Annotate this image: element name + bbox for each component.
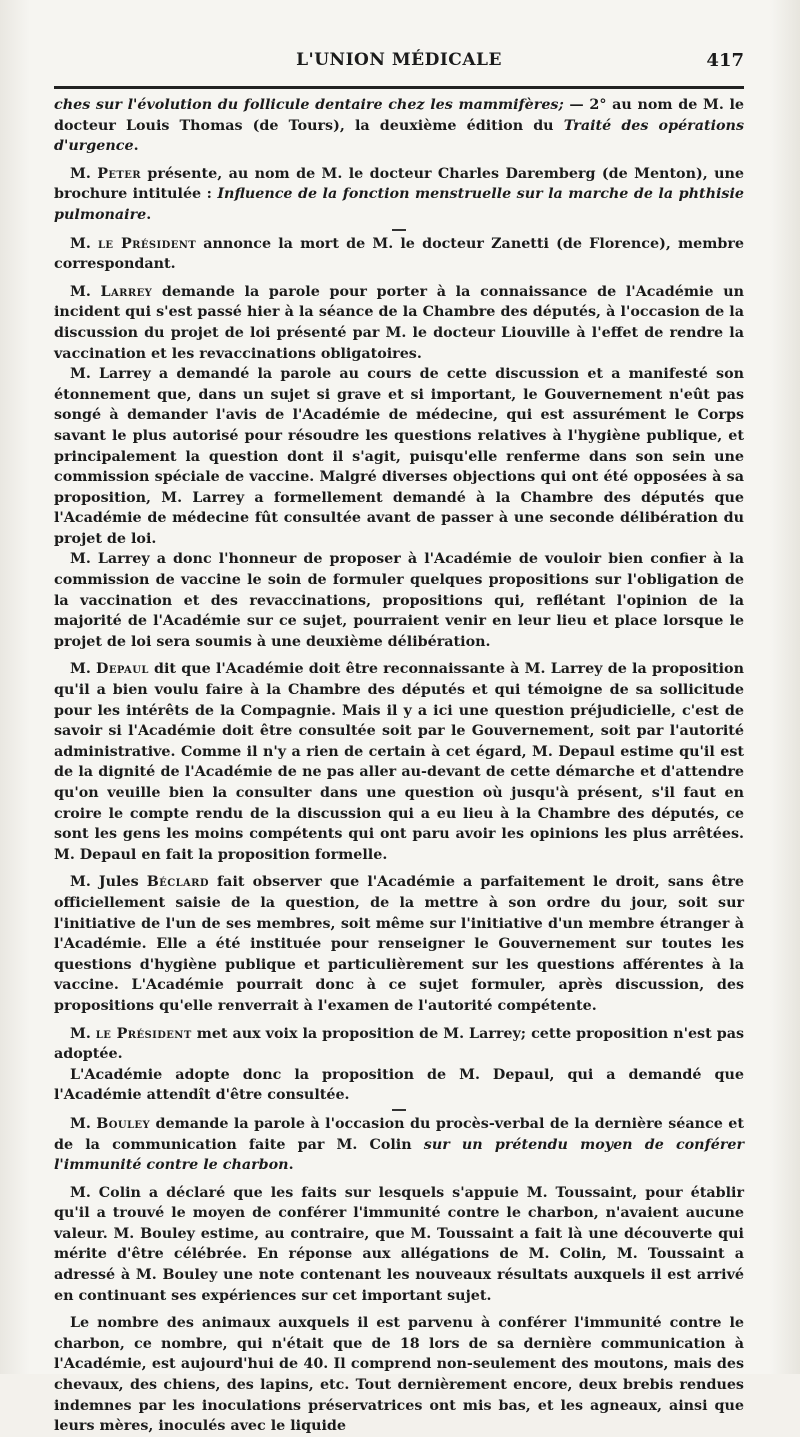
speaker-name: Béclard <box>146 874 209 891</box>
paragraph <box>54 1114 744 1176</box>
text-run: présente, au nom de M. le docteur Charles Daremberg (de Menton), une brochure intitulée : <box>54 165 744 203</box>
text-run: . <box>133 138 139 155</box>
text-run: dit que l'Académie doit être reconnaissante à M. Larrey de la proposition qu'il a bien voulu faire à la Chambre des députés et qui témoigne de sa sollicitude pour les intérêts de la Compagnie. Mais il y a ici une question préjudicielle, c'est de savoir si l'Académie doit être consultée soit par le Gouvernement, soit par l'autorité administrative. Comme il n'y a rien de certain à cet égard, M. Depaul estime qu'il est de la dignité de l'Académie de ne pas aller au-devant de cette démarche et d'attendre qu'on veuille bien la consulter dans une question où jusqu'à présent, s'il faut en croire le compte rendu de la discussion qui a eu lieu à la Chambre des députés, ce sont les gens les moins compétents qui ont paru avoir les opinions les plus arrêtées. M. Depaul en fait la proposition formelle. <box>54 661 744 863</box>
italic-title: Influence de la fonction menstruelle sur la marche de la phthisie pulmonaire <box>54 186 744 223</box>
paragraph <box>54 234 744 275</box>
text-run: . <box>146 206 152 223</box>
italic-title: ches sur l'évolution du follicule dentaire chez les mammifères; <box>54 97 564 113</box>
text-run: M. <box>70 283 101 300</box>
section-separator <box>392 1109 406 1111</box>
page-number: 417 <box>706 50 744 71</box>
speaker-name: Larrey <box>100 283 153 300</box>
text-run: M. Larrey a demandé la parole au cours de cette discussion et a manifesté son étonnement que, dans un sujet si grave et si important, le Gouvernement n'eût pas songé à demander l'avis de l'Académie de médecine, qui est assurément le Corps savant le plus autorisé pour résoudre les questions relatives à l'hygiène publique, et principalement la question dont il s'agit, puisqu'elle renferme dans son sein une commission spéciale de vaccine. Malgré diverses objections qui ont été opposées à sa proposition, M. Larrey a formellement demandé à la Chambre des députés que l'Académie de médecine fût consultée avant de passer à une seconde délibération du projet de loi. <box>54 366 744 547</box>
text-run: annonce la mort de M. le docteur Zanetti (de Florence), membre correspondant. <box>54 235 745 273</box>
speaker-name: Bouley <box>96 1115 150 1132</box>
text-run: met aux voix la proposition de M. Larrey; cette proposition n'est pas adoptée. <box>54 1025 745 1063</box>
text-run: M. <box>70 1025 96 1042</box>
speaker-name: Depaul <box>96 661 149 678</box>
speaker-name: Peter <box>97 165 141 182</box>
paragraph <box>54 549 744 652</box>
paragraph <box>54 1024 744 1065</box>
text-run: Le nombre des animaux auxquels il est parvenu à conférer l'immunité contre le charbon, ce nombre, qui n'était que de 18 lors de sa dernière communication à l'Académie, est aujourd'hui de 40. Il comprend non-seulement des moutons, mais des chevaux, des chiens, des lapins, etc. Tout dernièrement encore, deux brebis rendues indemnes par les inoculations préservatrices ont mis bas, et les agneaux, ainsi que leurs mères, inoculés avec le liquide <box>54 1315 744 1435</box>
section-separator <box>392 229 406 231</box>
text-run: . <box>288 1157 294 1174</box>
text-run: M. <box>70 165 98 182</box>
journal-title: L'UNION MÉDICALE <box>296 50 502 70</box>
paragraph <box>54 1065 744 1106</box>
text-run: demande la parole à l'occasion du procès-verbal de la dernière séance et de la communication faite par M. Colin <box>54 1115 745 1153</box>
text-run: M. <box>70 661 97 678</box>
paragraph <box>54 659 744 865</box>
text-run: demande la parole pour porter à la connaissance de l'Académie un incident qui s'est passé hier à la séance de la Chambre des députés, à l'occasion de la discussion du projet de loi présenté par M. le docteur Liouville à l'effet de rendre la vaccination et les revaccinations obligatoires. <box>54 283 745 362</box>
text-run: L'Académie adopte donc la proposition de M. Depaul, qui a demandé que l'Académie attendît d'être consultée. <box>54 1066 744 1104</box>
paragraph <box>54 872 744 1016</box>
paragraph <box>54 164 744 226</box>
text-run: — 2° au nom de M. le docteur Louis Thomas (de Tours), la deuxième édition du <box>54 97 745 134</box>
italic-title: Traité des opérations d'urgence <box>54 117 744 155</box>
italic-title: sur un prétendu moyen de conférer l'immunité contre le charbon <box>54 1136 744 1174</box>
paragraph <box>54 1313 744 1437</box>
text-run: M. Larrey a donc l'honneur de proposer à l'Académie de vouloir bien confier à la commission de vaccine le soin de formuler quelques propositions sur l'obligation de la vaccination et des revaccinations, propositions qui, reflétant l'opinion de la majorité de l'Académie sur ce sujet, pourraient venir en leur lieu et place lorsque le projet de loi sera soumis à une deuxième délibération. <box>54 551 744 650</box>
paragraph <box>54 364 744 549</box>
article-body <box>54 95 744 1437</box>
speaker-name: le Président <box>95 1025 192 1042</box>
paragraph <box>54 282 744 364</box>
speaker-name: le Président <box>98 235 197 252</box>
header-rule <box>54 86 744 89</box>
text-run: M. Jules <box>70 874 147 891</box>
paragraph <box>54 95 744 157</box>
running-head <box>54 0 744 78</box>
text-run: M. <box>70 235 98 252</box>
text-run: M. <box>70 1115 97 1132</box>
paragraph <box>54 1183 744 1307</box>
text-run: fait observer que l'Académie a parfaitement le droit, sans être officiellement saisie de la question, de la mettre à son ordre du jour, soit sur l'initiative de l'un de ses membres, soit même sur l'initiative d'un membre étranger à l'Académie. Elle a été instituée pour renseigner le Gouvernement sur toutes les questions d'hygiène publique et particulièrement sur les questions afférentes à la vaccine. L'Académie pourrait donc à ce sujet formuler, après discussion, des propositions qu'elle renverrait à l'examen de l'autorité compétente. <box>54 874 744 1014</box>
text-run: M. Colin a déclaré que les faits sur lesquels s'appuie M. Toussaint, pour établir qu'il a trouvé le moyen de conférer l'immunité contre le charbon, n'avaient aucune valeur. M. Bouley estime, au contraire, que M. Toussaint a fait là une découverte qui mérite d'être célébrée. En réponse aux allégations de M. Colin, M. Toussaint a adressé à M. Bouley une note contenant les nouveaux résultats auxquels il est arrivé en continuant ses expériences sur cet important sujet. <box>54 1184 744 1304</box>
